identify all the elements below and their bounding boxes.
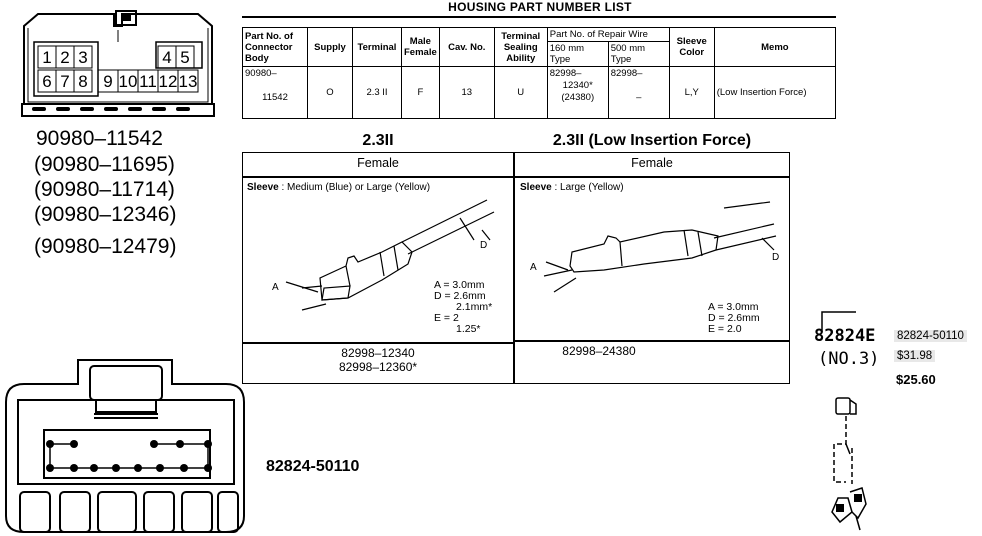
cell-sleeve-color: L,Y (669, 67, 714, 119)
cell-supply: O (308, 67, 353, 119)
cell-part-no: 90980– 11542 (243, 67, 308, 119)
header-500mm: 500 mm Type (608, 42, 669, 67)
pin-5: 5 (180, 48, 190, 67)
svg-text:10: 10 (118, 72, 138, 91)
header-repair-wire: Part No. of Repair Wire (547, 28, 669, 42)
terminal-part-numbers: 82998–12340 82998–12360* (338, 346, 418, 374)
pin-1: 1 (42, 48, 52, 67)
header-sleeve-color: Sleeve Color (669, 28, 714, 67)
panel-title: 2.3II (362, 132, 394, 149)
header-sealing: Terminal Sealing Ability (494, 28, 547, 67)
terminal-panel-left (242, 130, 514, 382)
part-code: 82824E (814, 326, 876, 346)
label-a: A (272, 282, 279, 293)
page-title: HOUSING PART NUMBER LIST (448, 0, 632, 14)
terminal-part-numbers: 82998–24380 (562, 344, 636, 358)
alt-part-number: (90980–11695) (34, 153, 175, 176)
pin-2: 2 (60, 48, 70, 67)
bottom-connector-part-number: 82824-50110 (266, 458, 360, 475)
header-160mm: 160 mm Type (547, 42, 608, 67)
pin-4: 4 (162, 48, 172, 67)
label-d: D (772, 252, 780, 263)
sleeve-note: Sleeve : Medium (Blue) or Large (Yellow) (247, 182, 431, 193)
cell-terminal: 2.3 II (353, 67, 402, 119)
connector-bottom-diagram (4, 356, 250, 536)
cell-160mm: 82998– 12340* (24380) (547, 67, 608, 119)
cell-sealing: U (494, 67, 547, 119)
svg-text:13: 13 (178, 72, 198, 91)
cell-cav-no: 13 (439, 67, 494, 119)
housing-part-table (242, 27, 836, 119)
alt-part-number: (90980–11714) (34, 178, 175, 201)
svg-text:7: 7 (60, 72, 70, 91)
spec-block: A = 3.0mm D = 2.6mm E = 2.0 (708, 301, 760, 335)
header-part-no: Part No. of Connector Body (243, 28, 308, 67)
terminal-panel-right (514, 130, 790, 382)
label-d: D (480, 240, 488, 251)
low-insertion-terminal-drawing (524, 200, 784, 310)
panel-subtitle: Female (631, 156, 673, 170)
alt-part-number: (90980–12479) (34, 235, 177, 258)
price-old: $31.98 (894, 350, 935, 362)
alt-part-number: (90980–12346) (34, 203, 177, 226)
panel-subtitle: Female (357, 156, 399, 170)
part-sub-code: (NO.3) (818, 349, 880, 369)
svg-text:8: 8 (78, 72, 88, 91)
header-terminal: Terminal (353, 28, 402, 67)
sleeve-note: Sleeve : Large (Yellow) (520, 182, 624, 193)
connector-top-diagram (18, 10, 218, 122)
panel-title: 2.3II (Low Insertion Force) (552, 132, 752, 149)
cell-memo: (Low Insertion Force) (714, 67, 835, 119)
table-row (243, 67, 836, 119)
part-number-badge: 82824-50110 (894, 330, 967, 342)
cell-male-female: F (402, 67, 440, 119)
svg-text:6: 6 (42, 72, 52, 91)
svg-text:11: 11 (139, 72, 157, 91)
price-new: $25.60 (896, 372, 936, 387)
connector-part-number: 90980–11542 (36, 127, 163, 150)
label-a: A (530, 262, 537, 273)
header-memo: Memo (714, 28, 835, 67)
header-male-female: Male Female (402, 28, 440, 67)
title-divider (242, 16, 836, 18)
svg-text:12: 12 (158, 72, 178, 91)
wire-harness-drawing (826, 394, 876, 534)
spec-block: A = 3.0mm D = 2.6mm 2.1mm* E = 2 1.25* (434, 279, 493, 335)
pin-3: 3 (78, 48, 88, 67)
svg-text:9: 9 (103, 72, 113, 91)
header-cav-no: Cav. No. (439, 28, 494, 67)
cell-500mm: 82998– – (608, 67, 669, 119)
header-supply: Supply (308, 28, 353, 67)
